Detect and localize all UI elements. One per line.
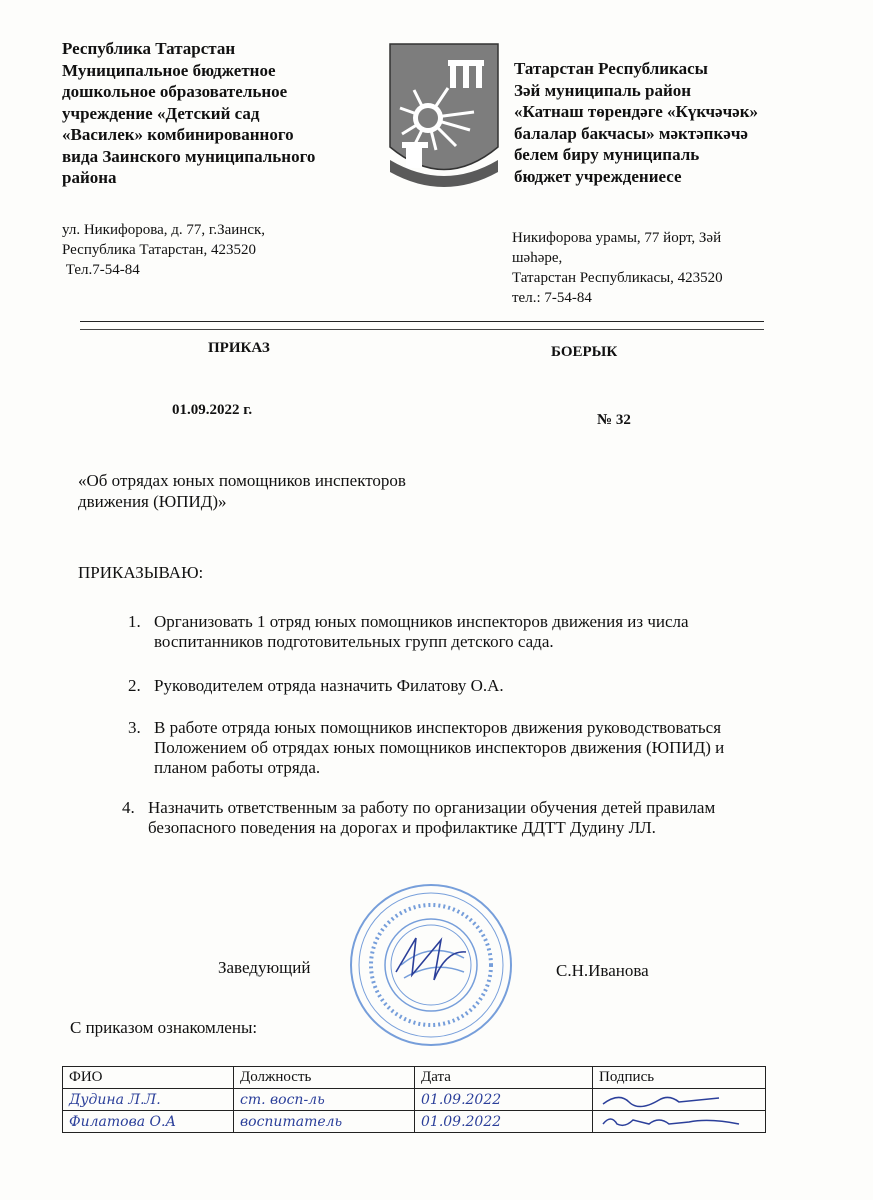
signature-cell (593, 1089, 766, 1111)
doc-title-tt: БОЕРЫК (551, 344, 618, 360)
handwritten-signature-icon (599, 1112, 749, 1132)
address-line: Никифорова урамы, 77 йорт, Зәй (512, 230, 722, 246)
org-line: Зәй муниципаль район (514, 80, 692, 100)
org-line: «Василек» комбинированного (62, 125, 294, 144)
decree-items (122, 612, 742, 838)
doc-subject: «Об отрядах юных помощников инспекторов движения (ЮПИД)» (78, 471, 406, 511)
item-number: 3. (128, 718, 141, 737)
org-line: бюджет учреждениесе (514, 166, 682, 186)
address-line: Республика Татарстан, 423520 (62, 242, 256, 258)
table-cell: воспитатель (234, 1111, 415, 1133)
org-line: учреждение «Детский сад (62, 103, 260, 123)
column-header: Подпись (593, 1067, 766, 1089)
table-cell: 01.09.2022 (415, 1089, 593, 1111)
decree-item (116, 798, 736, 838)
table-row (63, 1111, 766, 1133)
column-header: Должность (234, 1067, 415, 1089)
address-line: ул. Никифорова, д. 77, г.Заинск, (62, 222, 266, 238)
org-line: Муниципальное бюджетное (62, 60, 276, 80)
org-line: балалар бакчасы» мәктәпкәчә (514, 123, 748, 143)
doc-number: № 32 (597, 412, 631, 428)
acknowledged-label: С приказом ознакомлены: (70, 1018, 258, 1037)
item-text: В работе отряда юных помощников инспекторов движения руководствоваться Положением об отрядах юных помощников инспекторов движения (ЮПИД) и планом работы отряда. (154, 718, 725, 777)
acknowledgement-table (62, 1066, 766, 1133)
table-cell: Дудина Л.Л. (63, 1089, 234, 1111)
header-divider (80, 329, 764, 330)
org-line: «Катнаш төрендәге «Күкчәчәк» (514, 102, 759, 121)
table-header-row (63, 1067, 766, 1089)
round-stamp-icon (346, 880, 516, 1050)
item-number: 2. (128, 676, 141, 695)
address-line: Татарстан Республикасы, 423520 (512, 270, 723, 286)
doc-title-ru: ПРИКАЗ (208, 340, 270, 356)
item-text: Руководителем отряда назначить Филатову О.А. (154, 676, 504, 695)
org-name-ru (62, 38, 374, 189)
item-text: Организовать 1 отряд юных помощников инспекторов движения из числа воспитанников подготовительных групп детского сада. (154, 612, 689, 651)
org-line: Татарстан Республикасы (514, 59, 708, 78)
address-line: Тел.7-54-84 (62, 262, 140, 278)
signature-cell (593, 1111, 766, 1133)
decree-item (122, 718, 742, 778)
address-tt (512, 228, 802, 308)
decree-item (122, 676, 742, 696)
item-number: 1. (128, 612, 141, 631)
table-cell: 01.09.2022 (415, 1111, 593, 1133)
table-cell: ст. восп-ль (234, 1089, 415, 1111)
head-name: С.Н.Иванова (556, 961, 649, 980)
org-name-tt (514, 58, 808, 187)
doc-date: 01.09.2022 г. (172, 402, 253, 418)
header-divider (80, 321, 764, 322)
org-line: вида Заинского муниципального (62, 146, 316, 166)
item-number: 4. (122, 798, 135, 817)
org-line: белем биру муниципаль (514, 145, 700, 164)
decree-word: ПРИКАЗЫВАЮ: (78, 563, 204, 582)
table-cell: Филатова О.А (63, 1111, 234, 1133)
item-text: Назначить ответственным за работу по организации обучения детей правилам безопасного поведения на дорогах и профилактике ДДТТ Дудину ЛЛ. (148, 798, 716, 837)
column-header: Дата (415, 1067, 593, 1089)
head-position: Заведующий (218, 958, 311, 977)
decree-item (122, 612, 742, 652)
column-header: ФИО (63, 1067, 234, 1089)
org-line: дошкольное образовательное (62, 82, 288, 101)
address-line: тел.: 7-54-84 (512, 290, 592, 306)
address-line: шәһәре, (512, 250, 563, 266)
handwritten-signature-icon (599, 1090, 749, 1110)
table-row (63, 1089, 766, 1111)
org-line: Республика Татарстан (62, 39, 236, 58)
address-ru (62, 220, 362, 280)
org-line: района (62, 168, 117, 187)
city-emblem-icon (388, 42, 500, 192)
